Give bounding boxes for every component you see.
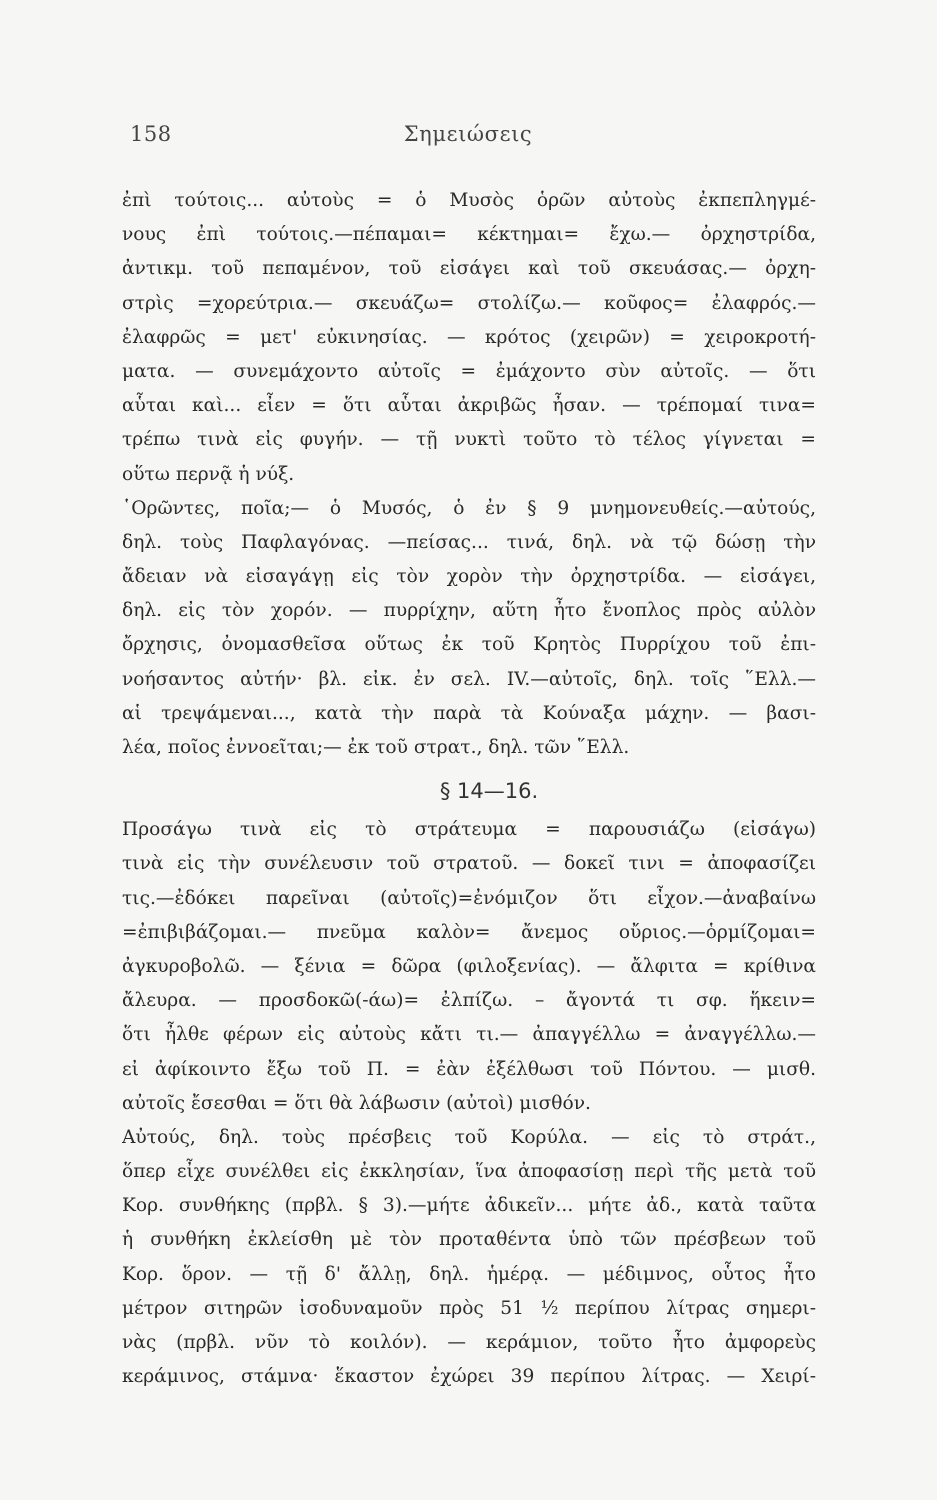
text-line: ἄλευρα. — προσδοκῶ(-άω)= ἐλπίζω. – ἄγοντά τι σφ. ἥκειν=	[122, 990, 816, 1012]
text-line: αὗται καὶ... εἶεν = ὅτι αὗται ἀκριβῶς ἦσαν. — τρέπομαί τινα=	[122, 395, 816, 417]
text-line: ὅτι ἦλθε φέρων εἰς αὐτοὺς κἄτι τι.— ἀπαγγέλλω = ἀναγγέλλω.—	[122, 1024, 816, 1046]
page-header	[128, 122, 808, 156]
text-line: ὅπερ εἶχε συνέλθει εἰς ἐκκλησίαν, ἵνα ἀποφασίσῃ περὶ τῆς μετὰ τοῦ	[122, 1161, 816, 1183]
text-line: δηλ. τοὺς Παφλαγόνας. —πείσας... τινά, δηλ. νὰ τῷ δώσῃ τὴν	[122, 531, 816, 553]
text-line: τινὰ εἰς τὴν συνέλευσιν τοῦ στρατοῦ. — δοκεῖ τινι = ἀποφασίζει	[122, 853, 816, 875]
text-line: νὰς (πρβλ. νῦν τὸ κοιλόν). — κεράμιον, τοῦτο ἦτο ἀμφορεὺς	[122, 1332, 816, 1353]
text-line: τις.—ἐδόκει παρεῖναι (αὐτοῖς)=ἐνόμιζον ὅτι εἶχον.—ἀναβαίνω	[122, 887, 816, 909]
text-line: ἡ συνθήκη ἐκλείσθη μὲ τὸν προταθέντα ὑπὸ τῶν πρέσβεων τοῦ	[122, 1229, 816, 1251]
text-line: ἀντικμ. τοῦ πεπαμένον, τοῦ εἰσάγει καὶ τοῦ σκευάσας.— ὀρχη-	[122, 258, 816, 280]
page-number: 158	[130, 122, 172, 146]
text-line: ἀγκυροβολῶ. — ξένια = δῶρα (φιλοξενίας). — ἄλφιτα = κρίθινα	[122, 955, 816, 977]
text-line: ἐλαφρῶς = μετ' εὐκινησίας. — κρότος (χειρῶν) = χειροκροτή-	[122, 326, 816, 348]
text-line: εἰ ἀφίκοιντο ἔξω τοῦ Π. = ἐὰν ἐξέλθωσι τοῦ Πόντου. — μισθ.	[122, 1058, 816, 1080]
text-line: Κορ. συνθήκης (πρβλ. § 3).—μήτε ἀδικεῖν... μήτε ἀδ., κατὰ ταῦτα	[122, 1195, 816, 1217]
notes-body	[122, 184, 816, 1394]
text-line: Προσάγω τινὰ εἰς τὸ στράτευμα = παρουσιάζω (εἰσάγω)	[122, 819, 816, 841]
text-line: αὐτοῖς ἔσεσθαι = ὅτι θὰ λάβωσιν (αὐτοὶ) μισθόν.	[122, 1092, 591, 1114]
running-title: Σημειώσεις	[403, 122, 533, 146]
text-line: οὕτω περνᾷ ἡ νύξ.	[122, 463, 295, 485]
text-line: τρέπω τινὰ εἰς φυγήν. — τῇ νυκτὶ τοῦτο τὸ τέλος γίγνεται =	[122, 429, 816, 451]
text-line: νους ἐπὶ τούτοις.—πέπαμαι= κέκτημαι= ἔχω.— ὀρχηστρίδα,	[122, 224, 816, 246]
section-heading: § 14—16.	[439, 779, 539, 804]
text-line: κεράμινος, στάμνα· ἕκαστον ἐχώρει 39 περίπου λίτρας. — Χειρί-	[122, 1366, 816, 1388]
text-line: λέα, ποῖος ἐννοεῖται;— ἐκ τοῦ στρατ., δηλ. τῶν ῞Ελλ.	[122, 737, 630, 758]
text-line: ὄρχησις, ὀνομασθεῖσα οὕτως ἐκ τοῦ Κρητὸς Πυρρίχου τοῦ ἐπι-	[122, 634, 816, 656]
text-line: ἐπὶ τούτοις... αὐτοὺς = ὁ Μυσὸς ὁρῶν αὐτοὺς ἐκπεπληγμέ-	[122, 190, 816, 211]
text-line: =ἐπιβιβάζομαι.— πνεῦμα καλὸν= ἄνεμος οὔριος.—ὁρμίζομαι=	[122, 921, 816, 943]
text-line: δηλ. εἰς τὸν χορόν. — πυρρίχην, αὕτη ἦτο ἔνοπλος πρὸς αὐλὸν	[122, 600, 816, 622]
text-line: Κορ. ὅρον. — τῇ δ' ἄλλῃ, δηλ. ἡμέρᾳ. — μέδιμνος, οὗτος ἦτο	[122, 1263, 816, 1285]
text-line: ἄδειαν νὰ εἰσαγάγῃ εἰς τὸν χορὸν τὴν ὀρχηστρίδα. — εἰσάγει,	[122, 566, 816, 588]
text-line: αἱ τρεψάμεναι..., κατὰ τὴν παρὰ τὰ Κούναξα μάχην. — βασι-	[122, 702, 816, 724]
text-line: νοήσαντος αὐτήν· βλ. εἰκ. ἐν σελ. IV.—αὐτοῖς, δηλ. τοῖς ῞Ελλ.—	[122, 668, 816, 690]
text-line: μέτρον σιτηρῶν ἰσοδυναμοῦν πρὸς 51 ½ περίπου λίτρας σημερι-	[122, 1297, 816, 1319]
text-line: στρὶς =χορεύτρια.— σκευάζω= στολίζω.— κοῦφος= ἐλαφρός.—	[122, 292, 816, 314]
text-line: Αὐτούς, δηλ. τοὺς πρέσβεις τοῦ Κορύλα. — εἰς τὸ στράτ.,	[122, 1126, 816, 1148]
text-line: ματα. — συνεμάχοντο αὐτοῖς = ἐμάχοντο σὺν αὐτοῖς. — ὅτι	[122, 360, 816, 382]
text-line: ῾Ορῶντες, ποῖα;— ὁ Μυσός, ὁ ἐν § 9 μνημονευθείς.—αὐτούς,	[122, 497, 816, 519]
